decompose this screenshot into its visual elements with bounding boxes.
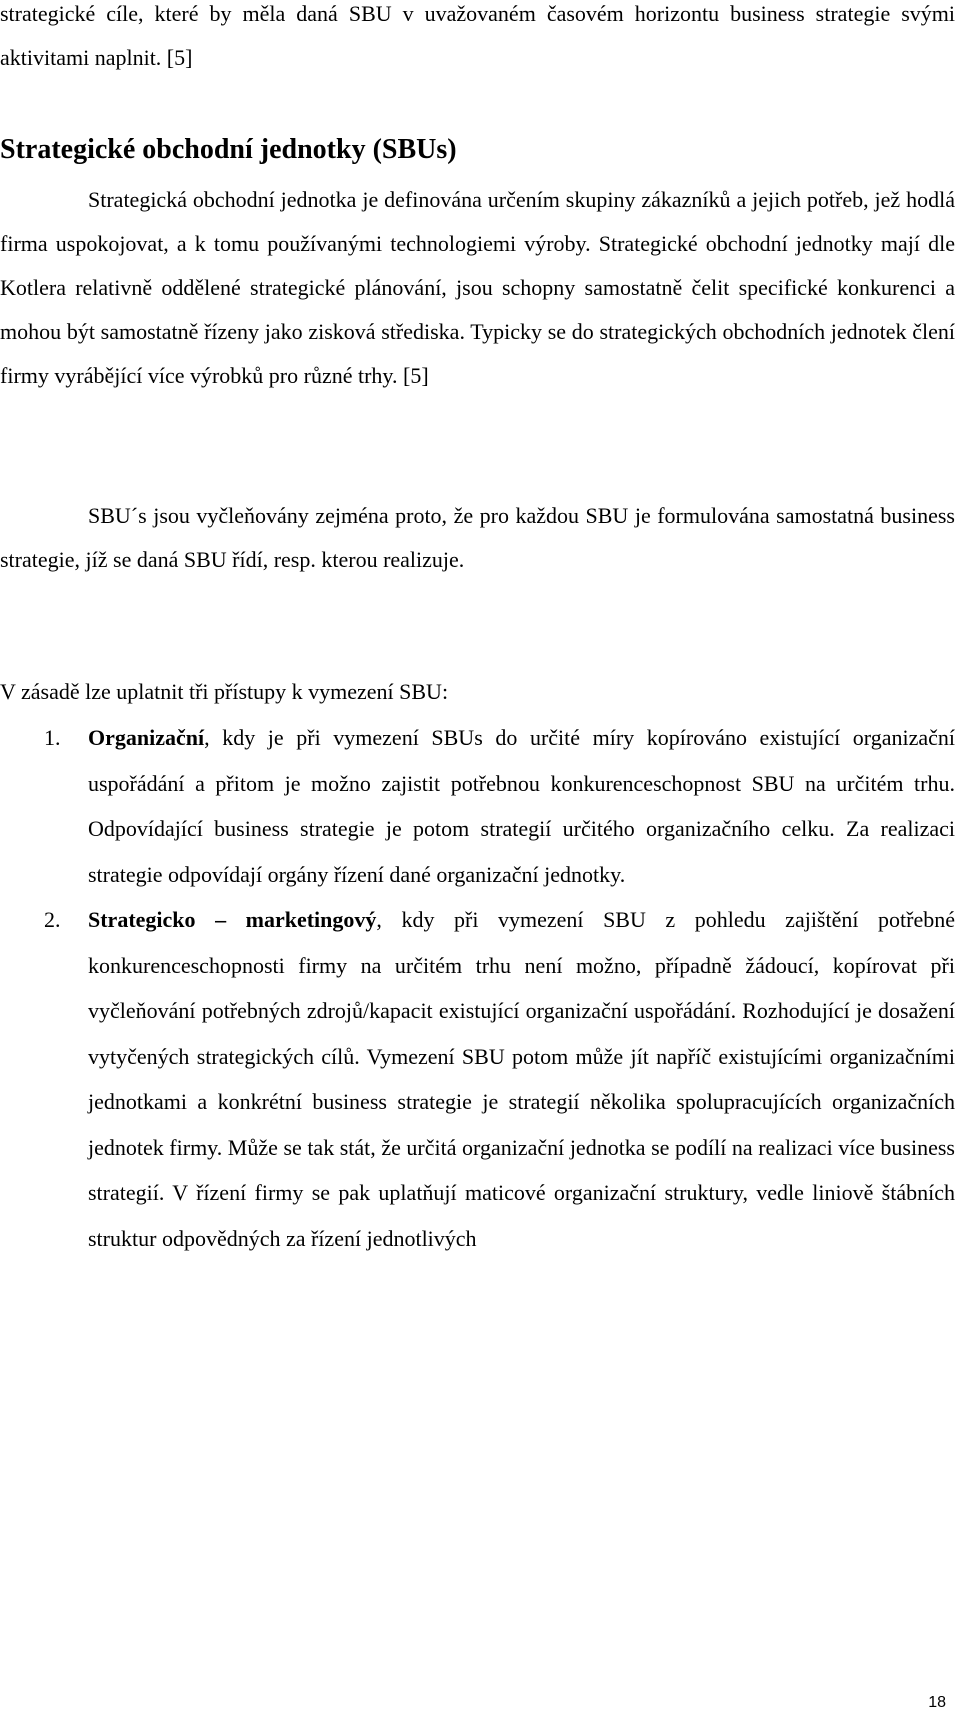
intro-paragraph: strategické cíle, které by měla daná SBU v uvažovaném časovém horizontu business strategie svými aktivitami naplnit. [5] [0,1,955,70]
paragraph-2-block [0,494,955,582]
paragraph-1: Strategická obchodní jednotka je definována určením skupiny zákazníků a jejich potřeb, jež hodlá firma uspokojovat, a k tomu používanými technologiemi výroby. Strategické obchodní jednotky mají dle Kotlera relativně oddělené strategické plánování, jsou schopny samostatně čelit specifické konkurenci a mohou být samostatně řízeny jako zisková střediska. Typicky se do strategických obchodních jednotek člení firmy vyrábějící více výrobků pro různé trhy. [5] [0,187,955,388]
paragraph-3-block [0,670,955,714]
list-item-text: , kdy je při vymezení SBUs do určité míry kopírováno existující organizační uspořádání a přitom je možno zajistit potřebnou konkurenceschopnost SBU na určitém trhu. Odpovídající business strategie je potom strategií určitého organizačního celku. Za realizaci strategie odpovídají orgány řízení dané organizační jednotky. [88,725,955,887]
list-number: 2. [44,907,61,932]
list-item-organizational [0,715,955,897]
paragraph-1-block [0,178,955,398]
list-item-strategic-marketing [0,897,955,1261]
list-item-text: , kdy při vymezení SBU z pohledu zajištění potřebné konkurenceschopnosti firmy na určitém trhu není možno, případně žádoucí, kopírovat při vyčleňování potřebných zdrojů/kapacit existující organizační uspořádání. Rozhodující je dosažení vytyčených strategických cílů. Vymezení SBU potom může jít napříč existujícími organizačními jednotkami a konkrétní business strategie je strategií několika spolupracujících organizačních jednotek firmy. Může se tak stát, že určitá organizační jednotka se podílí na realizaci více business strategií. V řízení firmy se pak uplatňují maticové organizační struktury, vedle liniově štábních struktur odpovědných za řízení jednotlivých [88,907,955,1251]
list-item-lead: Organizační [88,725,205,750]
paragraph-2: SBU´s jsou vyčleňovány zejména proto, že pro každou SBU je formulována samostatná business strategie, jíž se daná SBU řídí, resp. kterou realizuje. [0,503,955,572]
list-item-lead: Strategicko – marketingový [88,907,377,932]
paragraph-3: V zásadě lze uplatnit tři přístupy k vymezení SBU: [0,679,449,704]
page-number: 18 [928,1694,946,1711]
list-number: 1. [44,725,61,750]
approach-list [0,715,955,1261]
section-heading-block [0,132,955,168]
intro-block [0,0,955,80]
section-heading: Strategické obchodní jednotky (SBUs) [0,134,457,165]
